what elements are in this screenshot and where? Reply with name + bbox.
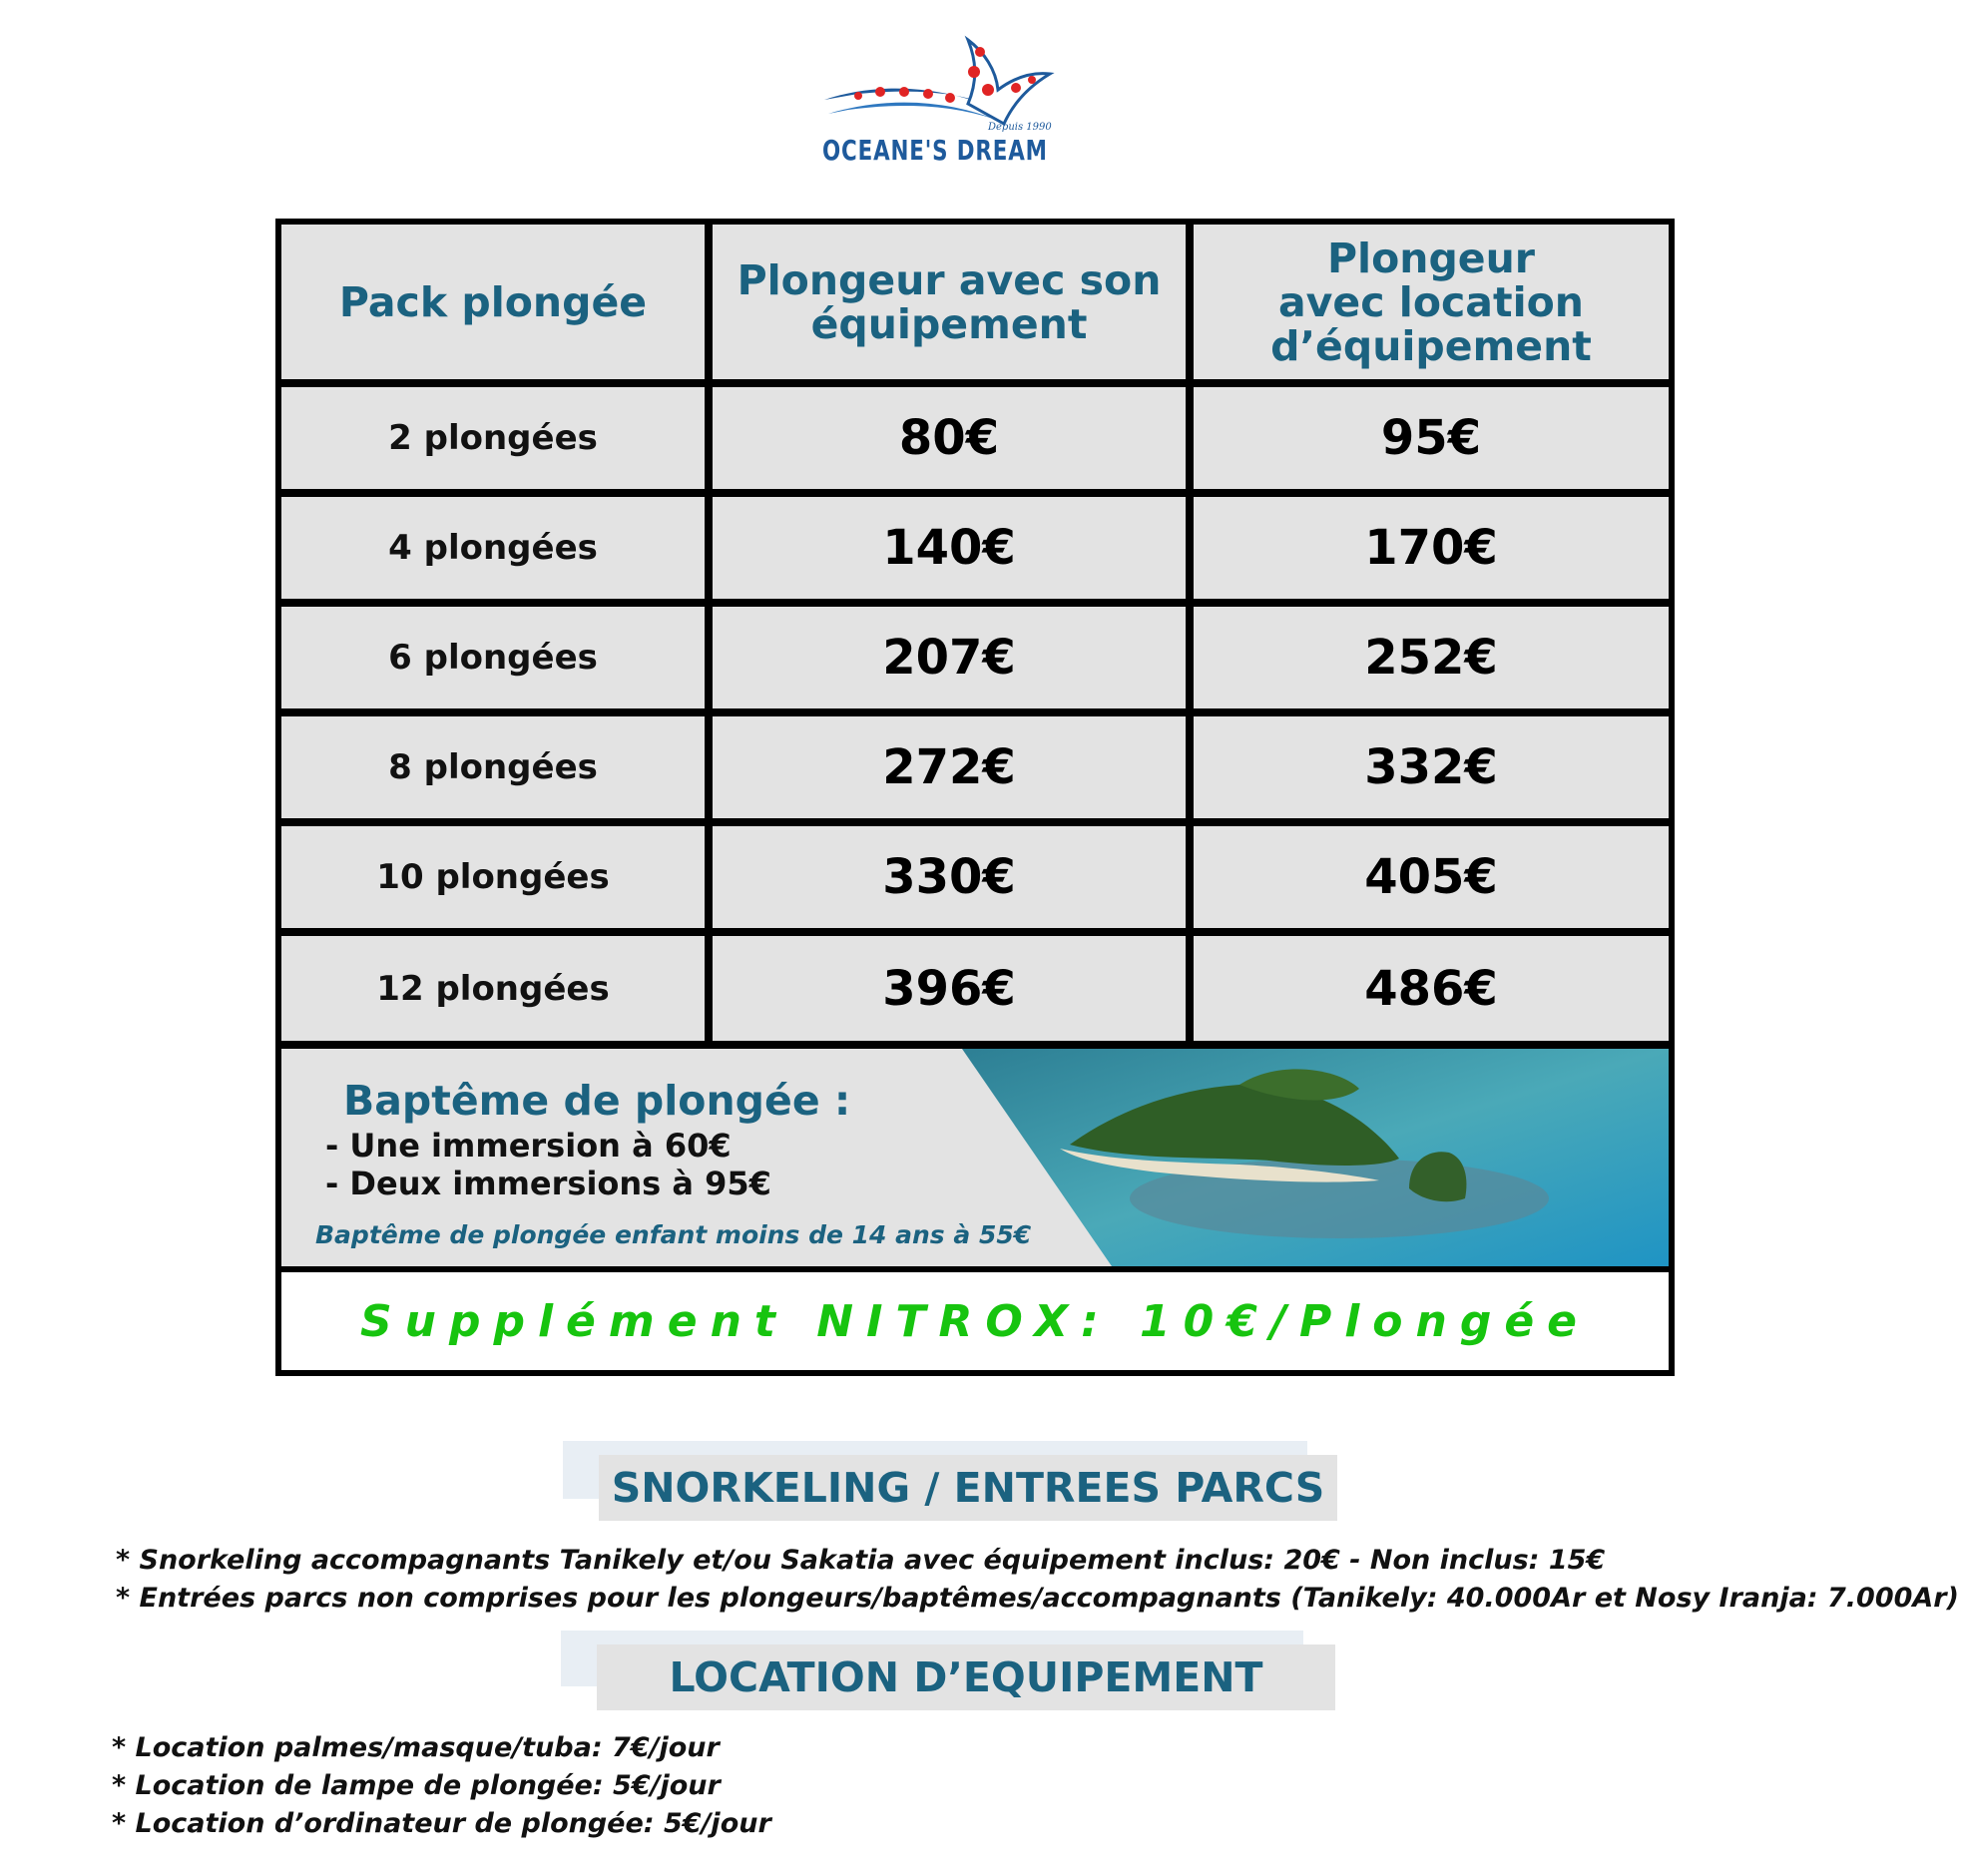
price-rental: 95€ bbox=[1194, 387, 1669, 489]
price-own: 330€ bbox=[713, 826, 1186, 928]
nitrox-supplement: Supplément NITROX: 10€/Plongée bbox=[281, 1272, 1669, 1370]
price-rental: 252€ bbox=[1194, 607, 1669, 708]
bapteme-title: Baptême de plongée : bbox=[343, 1077, 851, 1125]
row-label: 4 plongées bbox=[281, 497, 705, 599]
price-own: 272€ bbox=[713, 716, 1186, 818]
location-note: * Location palmes/masque/tuba: 7€/jour bbox=[112, 1732, 720, 1763]
price-own: 396€ bbox=[713, 936, 1186, 1041]
snorkeling-title: SNORKELING / ENTREES PARCS bbox=[599, 1455, 1337, 1521]
bapteme-child: Baptême de plongée enfant moins de 14 ans à 55€ bbox=[315, 1220, 1032, 1249]
snorkeling-note: * Snorkeling accompagnants Tanikely et/ou Sakatia avec équipement inclus: 20€ - Non inclus: 15€ bbox=[116, 1545, 1606, 1576]
snorkeling-note: * Entrées parcs non comprises pour les plongeurs/baptêmes/accompagnants (Tanikely: 40.000Ar et Nosy Iranja: 7.000Ar) bbox=[116, 1583, 1959, 1614]
row-label: 6 plongées bbox=[281, 607, 705, 708]
location-note: * Location d’ordinateur de plongée: 5€/jour bbox=[112, 1808, 771, 1839]
header-rental-equipment: Plongeur avec location d’équipement bbox=[1194, 225, 1669, 379]
brand-since: Depuis 1990 bbox=[988, 122, 1052, 133]
brand-logo bbox=[818, 30, 1058, 180]
price-own: 140€ bbox=[713, 497, 1186, 599]
bapteme-line-2: - Deux immersions à 95€ bbox=[325, 1165, 771, 1202]
price-table bbox=[275, 219, 1675, 1376]
row-label: 2 plongées bbox=[281, 387, 705, 489]
location-title: LOCATION D’EQUIPEMENT bbox=[597, 1644, 1335, 1710]
row-label: 12 plongées bbox=[281, 936, 705, 1041]
header-pack: Pack plongée bbox=[281, 225, 705, 379]
brand-name: OCEANE'S DREAM bbox=[822, 134, 1048, 167]
price-own: 80€ bbox=[713, 387, 1186, 489]
header-own-equipment: Plongeur avec son équipement bbox=[713, 225, 1186, 379]
row-label: 10 plongées bbox=[281, 826, 705, 928]
row-label: 8 plongées bbox=[281, 716, 705, 818]
price-own: 207€ bbox=[713, 607, 1186, 708]
bapteme-section bbox=[281, 1049, 1669, 1266]
price-rental: 486€ bbox=[1194, 936, 1669, 1041]
bapteme-line-1: - Une immersion à 60€ bbox=[325, 1127, 732, 1165]
location-note: * Location de lampe de plongée: 5€/jour bbox=[112, 1770, 721, 1801]
price-rental: 170€ bbox=[1194, 497, 1669, 599]
price-rental: 332€ bbox=[1194, 716, 1669, 818]
price-rental: 405€ bbox=[1194, 826, 1669, 928]
